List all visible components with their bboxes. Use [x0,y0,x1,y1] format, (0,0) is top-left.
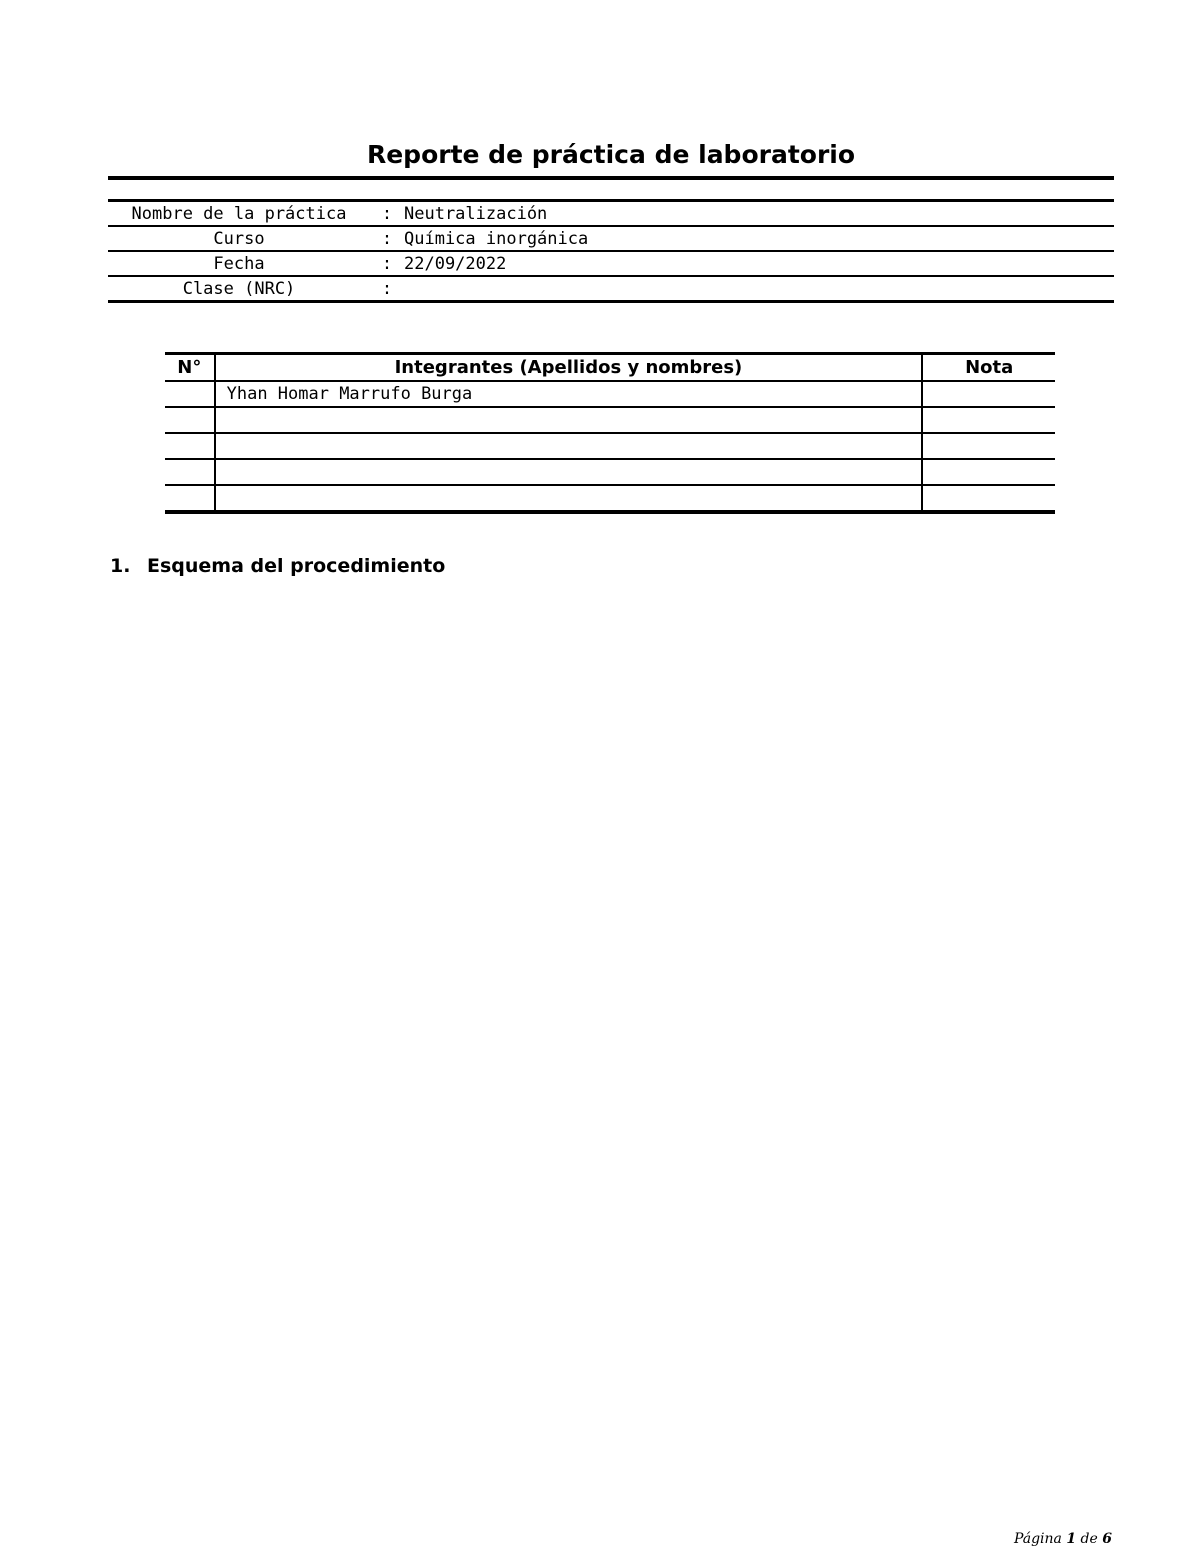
info-label: Nombre de la práctica [108,201,370,227]
member-name [215,485,923,512]
footer-page-word: Página [1013,1531,1062,1547]
section-heading [110,553,445,579]
footer-total-pages: 6 [1102,1531,1112,1547]
table-row [165,407,1055,433]
info-separator: : [370,226,404,251]
member-name [215,459,923,485]
header-number: N° [165,354,215,382]
section-title: Esquema del procedimiento [147,555,446,577]
info-value [404,276,1114,302]
info-separator: : [370,251,404,276]
member-number [165,407,215,433]
info-label: Curso [108,226,370,251]
info-separator: : [370,276,404,302]
header-members: Integrantes (Apellidos y nombres) [215,354,923,382]
member-number [165,485,215,512]
table-row [165,381,1055,407]
member-number [165,381,215,407]
table-row [165,433,1055,459]
member-grade [922,485,1055,512]
member-number [165,459,215,485]
info-label: Clase (NRC) [108,276,370,302]
info-row-practice-name [108,201,1114,227]
member-name [215,407,923,433]
member-grade [922,381,1055,407]
members-table [165,352,1055,514]
info-value: Química inorgánica [404,226,1114,251]
info-value: 22/09/2022 [404,251,1114,276]
member-grade [922,433,1055,459]
footer-of-word: de [1080,1531,1098,1547]
member-grade [922,407,1055,433]
member-grade [922,459,1055,485]
members-header-row [165,354,1055,382]
title-divider [108,176,1114,180]
section-number: 1. [110,555,131,577]
info-separator: : [370,201,404,227]
info-row-course [108,226,1114,251]
info-label: Fecha [108,251,370,276]
practice-info-table [108,199,1114,303]
member-name: Yhan Homar Marrufo Burga [215,381,923,407]
member-name [215,433,923,459]
page-title: Reporte de práctica de laboratorio [366,140,856,169]
table-row [165,459,1055,485]
member-number [165,433,215,459]
info-row-class [108,276,1114,302]
table-row [165,485,1055,512]
footer-current-page: 1 [1066,1531,1077,1547]
page-footer [1014,1530,1112,1548]
info-row-date [108,251,1114,276]
header-grade: Nota [922,354,1055,382]
info-value: Neutralización [404,201,1114,227]
